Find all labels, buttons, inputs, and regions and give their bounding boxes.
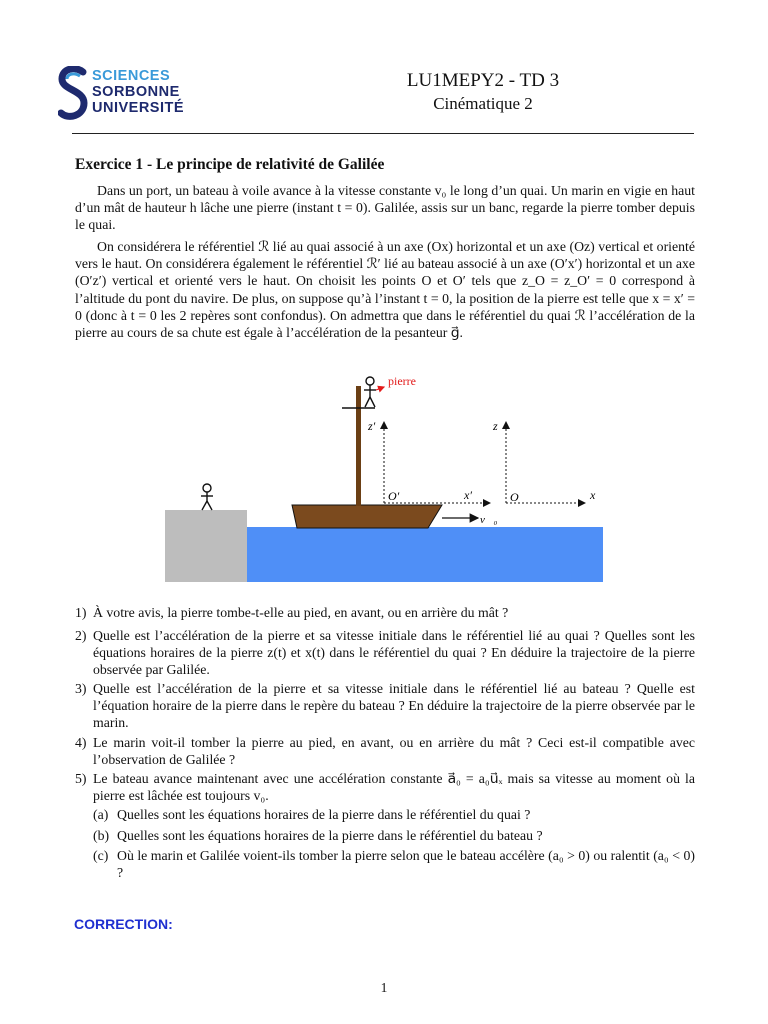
question-text: Quelle est l’accélération de la pierre et sa vitesse initiale dans le référentiel lié au quai ? Quelles sont les équations horaires de la pierre z(t) et x(t) dans le référentiel du quai ? En déduire la trajectoire de la pierre observée par Galilée. <box>93 628 695 678</box>
correction-heading: CORRECTION: <box>74 916 173 932</box>
logo-line-1: SCIENCES <box>92 68 171 84</box>
page-number: 1 <box>380 980 388 995</box>
pierre-label: pierre <box>388 374 416 388</box>
sailor-figure-icon <box>364 377 376 407</box>
question-5 <box>75 770 695 804</box>
subquestion-number: (b) <box>93 828 110 843</box>
question-text: Le bateau avance maintenant avec une accélération constante a⃗₀ = a₀u⃗ₓ mais sa vitesse au moment où la pierre est lâchée est toujours v₀. <box>93 771 695 804</box>
water <box>247 527 603 582</box>
subquestion-number: (a) <box>93 807 109 822</box>
course-title: LU1MEPY2 - TD 3 <box>406 70 560 91</box>
label-z: z <box>493 419 498 433</box>
label-oprime: O′ <box>388 489 400 503</box>
pierre-arrow <box>376 387 384 390</box>
exercise-title: Exercice 1 - Le principe de relativité de Galilée <box>75 156 385 173</box>
subquestion-b <box>93 827 695 844</box>
subquestion-c <box>93 847 695 881</box>
question-4 <box>75 734 695 768</box>
subquestion-text: Quelles sont les équations horaires de la pierre dans le référentiel du quai ? <box>117 807 531 822</box>
question-text: Le marin voit-il tomber la pierre au pied, en avant, ou en arrière du mât ? Ceci est-il compatible avec l’observation de Galilée ? <box>93 735 695 768</box>
header-rule <box>72 133 694 134</box>
label-o: O <box>510 490 519 504</box>
label-v0: v⃗₀ <box>480 514 498 526</box>
boat-mast <box>356 386 361 506</box>
exercise-paragraph-1: Dans un port, un bateau à voile avance à la vitesse constante v₀ le long d’un quai. Un marin en vigie en haut d’un mât de hauteur h lâche une pierre (instant t = 0). Galilée, assis sur un banc, regarde la pierre tomber depuis le quai. <box>75 183 695 233</box>
question-text: Quelle est l’accélération de la pierre et sa vitesse initiale dans le référentiel lié au bateau ? Quelle est l’équation horaire de la pierre dans le repère du bateau ? En déduire la trajectoire de la pierre observée par le marin. <box>93 681 695 731</box>
galilee-figure-icon <box>201 484 213 510</box>
subquestion-text: Où le marin et Galilée voient-ils tomber la pierre selon que le bateau accélère (a₀ > 0) ou ralentit (a₀ < 0) ? <box>117 848 695 881</box>
question-text: À votre avis, la pierre tombe-t-elle au pied, en avant, ou en arrière du mât ? <box>93 605 509 620</box>
question-number: 5) <box>75 771 87 786</box>
logo-text <box>92 68 184 116</box>
question-3 <box>75 680 695 732</box>
subquestion-number: (c) <box>93 848 109 863</box>
question-number: 3) <box>75 681 87 696</box>
question-1 <box>75 604 695 621</box>
boat-hull <box>292 505 442 528</box>
question-number: 2) <box>75 628 87 643</box>
label-xprime: x′ <box>464 488 472 502</box>
subquestion-a <box>93 806 695 823</box>
dock <box>165 510 247 582</box>
course-subtitle: Cinématique 2 <box>433 94 533 113</box>
question-2 <box>75 627 695 679</box>
label-zprime: z′ <box>368 419 376 433</box>
label-x: x <box>590 488 596 502</box>
subquestion-text: Quelles sont les équations horaires de la pierre dans le référentiel du bateau ? <box>117 828 543 843</box>
exercise-paragraph-2: On considérera le référentiel ℛ lié au quai associé à un axe (Ox) horizontal et un axe (Oz) vertical et orienté vers le haut. On considérera également le référentiel ℛ′ lié au bateau associé à un axe (O′x′) horizontal et un axe (O′z′) vertical et orienté vers le haut. On choisit les points O et O′ tels que z_O = z_O′ = 0 correspond à l’altitude du pont du navire. De plus, on suppose qu’à l’instant t = 0, la position de la pierre est telle que x = x′ = 0 (donc à t = 0 les 2 repères sont confondus). On admettra que dans le référentiel du quai ℛ l’accélération de la pierre au cours de sa chute est égale à l’accélération de la pesanteur g⃗. <box>75 239 695 341</box>
question-number: 4) <box>75 735 87 750</box>
logo-line-2: SORBONNE <box>92 84 180 100</box>
boat-diagram <box>160 368 610 590</box>
university-logo <box>58 66 188 124</box>
sorbonne-s-icon <box>58 66 88 122</box>
logo-line-3: UNIVERSITÉ <box>92 100 185 116</box>
question-number: 1) <box>75 605 87 620</box>
